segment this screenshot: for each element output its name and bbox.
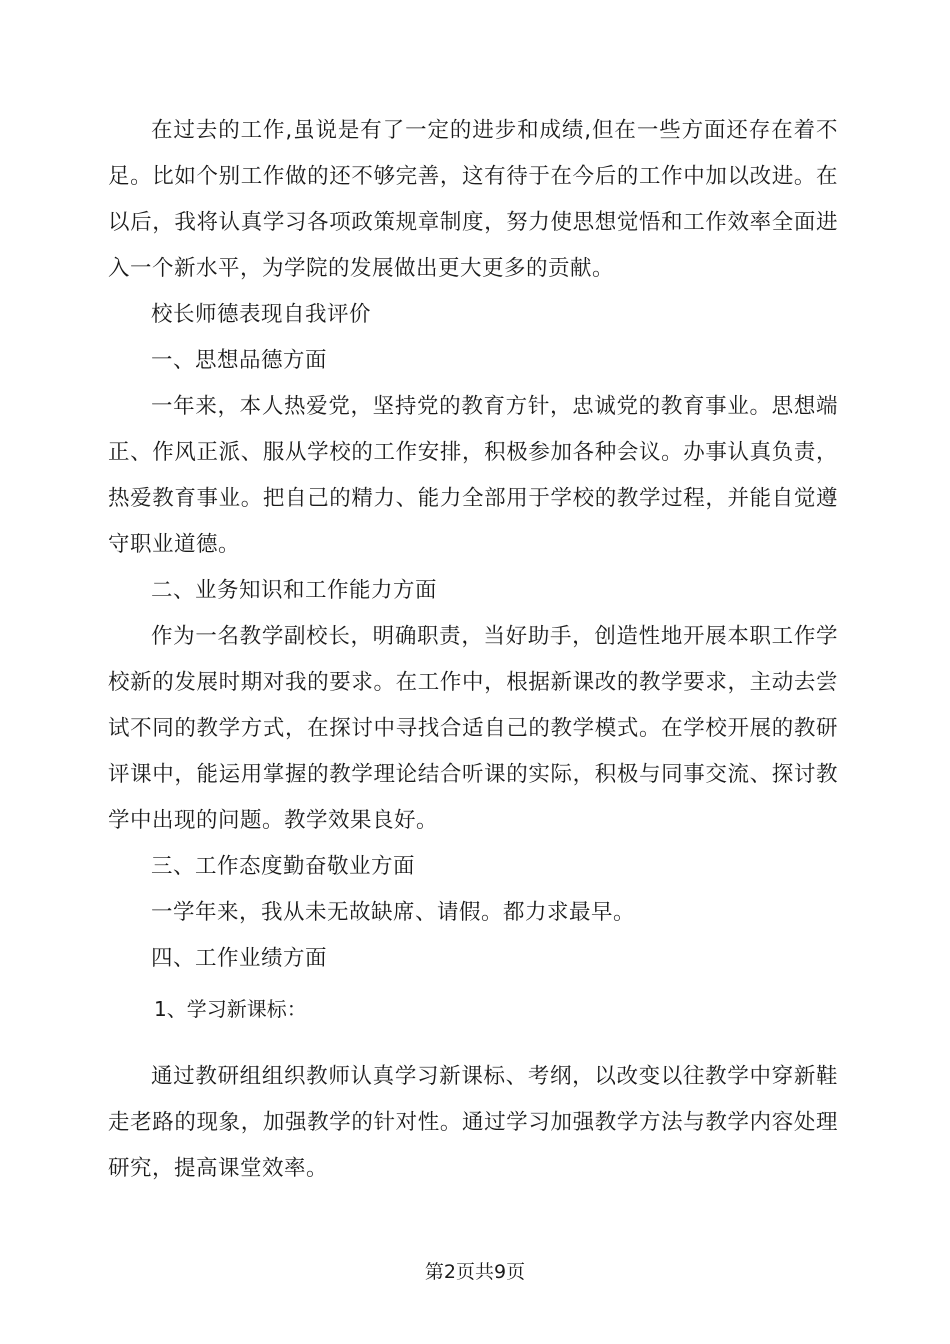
- heading-performance: 四、工作业绩方面: [151, 946, 328, 971]
- heading-ability: 二、业务知识和工作能力方面: [151, 578, 438, 603]
- ability-paragraph: 作为一名教学副校长，明确职责，当好助手，创造性地开展本职工作学校新的发展时期对我的要求。在工作中，根据新课改的教学要求，主动去尝试不同的教学方式，在探讨中寻找合适自己的教学模式。在学校开展的教研评课中，能运用掌握的教学理论结合听课的实际，积极与同事交流、探讨教学中出现的问题。教学效果良好。: [108, 624, 838, 833]
- item-new-curriculum: 1、学习新课标：: [154, 997, 307, 1021]
- ideology-paragraph: 一年来，本人热爱党，坚持党的教育方针，忠诚党的教育事业。思想端正、作风正派、服从学校的工作安排，积极参加各种会议。办事认真负责，热爱教育事业。把自己的精力、能力全部用于学校的教学过程，并能自觉遵守职业道德。: [108, 394, 838, 557]
- document-body: [108, 108, 838, 1192]
- curriculum-paragraph: 通过教研组组织教师认真学习新课标、考纲，以改变以往教学中穿新鞋走老路的现象，加强教学的针对性。通过学习加强教学方法与教学内容处理研究，提高课堂效率。: [108, 1064, 838, 1181]
- section-title: 校长师德表现自我评价: [151, 302, 372, 327]
- intro-paragraph: 在过去的工作,虽说是有了一定的进步和成绩,但在一些方面还存在着不足。比如个别工作做的还不够完善，这有待于在今后的工作中加以改进。在以后，我将认真学习各项政策规章制度，努力使思想觉悟和工作效率全面进入一个新水平，为学院的发展做出更大更多的贡献。: [108, 118, 838, 281]
- heading-ideology: 一、思想品德方面: [151, 348, 328, 373]
- page-footer: 第2页共9页: [424, 1261, 526, 1283]
- attitude-paragraph: 一学年来，我从未无故缺席、请假。都力求最早。: [151, 900, 636, 925]
- heading-attitude: 三、工作态度勤奋敬业方面: [151, 854, 416, 879]
